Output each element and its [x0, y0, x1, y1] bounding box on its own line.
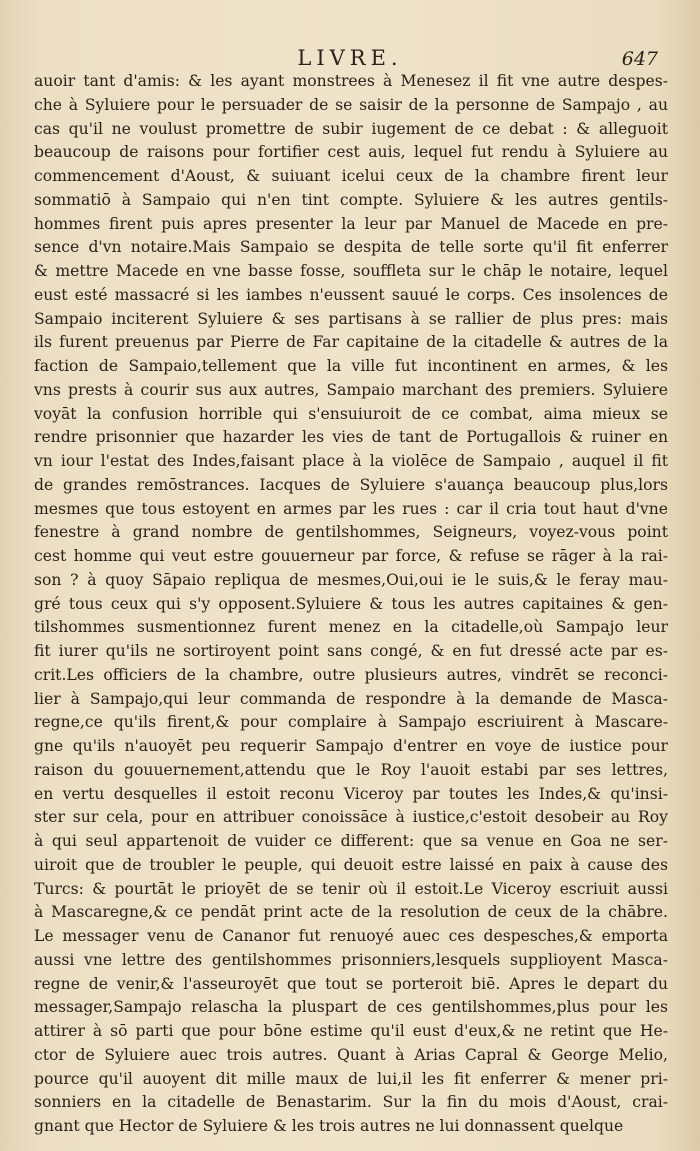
text-line: gnant que Hector de Syluiere & les trois autres ne lui donnassent quelque	[34, 1117, 624, 1135]
text-line: ils furent preuenus par Pierre de Far capitaine de la citadelle & autres de la	[34, 333, 668, 352]
text-line: fit iurer qu'ils ne sortiroyent point sans congé, & en fut dressé acte par es-	[34, 642, 668, 660]
running-head: LIVRE.	[297, 46, 403, 70]
text-line: crit.Les officiers de la chambre, outre plusieurs autres, vindrēt se reconci-	[34, 665, 668, 684]
text-line: messager,Sampajo relascha la pluspart de ces gentilshommes,plus pour les	[34, 998, 668, 1017]
text-line: à Mascaregne,& ce pendāt print acte de la resolution de ceux de la chābre.	[34, 903, 668, 922]
text-line: & mettre Macede en vne basse fosse, souffleta sur le chāp le notaire, lequel	[34, 262, 668, 280]
text-line: attirer à sō parti que pour bōne estime qu'il eust d'eux,& ne retint que He-	[34, 1022, 668, 1040]
text-line: che à Syluiere pour le persuader de se saisir de la personne de Sampajo , au	[34, 95, 668, 114]
body-text	[34, 70, 668, 1139]
text-line: pource qu'il auoyent dit mille maux de lui,il les fit enferrer & mener pri-	[34, 1069, 668, 1088]
text-line: sence d'vn notaire.Mais Sampaio se despita de telle sorte qu'il fit enferrer	[34, 238, 668, 257]
page-number: 647	[621, 48, 658, 70]
text-line: vn iour l'estat des Indes,faisant place à la violēce de Sampaio , auquel il fit	[34, 452, 668, 470]
text-line: auoir tant d'amis: & les ayant monstrees à Menesez il fit vne autre despes-	[34, 72, 668, 90]
text-line: raison du gouuernement,attendu que le Roy l'auoit estabi par ses lettres,	[34, 760, 668, 779]
text-line: rendre prisonnier que hazarder les vies de tant de Portugallois & ruiner en	[34, 428, 668, 447]
text-line: regne,ce qu'ils firent,& pour complaire à Sampajo escriuirent à Mascare-	[34, 713, 668, 732]
text-line: à qui seul appartenoit de vuider ce different: que sa venue en Goa ne ser-	[34, 832, 668, 850]
text-line: en vertu desquelles il estoit reconu Viceroy par toutes les Indes,& qu'insi-	[34, 784, 668, 803]
text-line: lier à Sampajo,qui leur commanda de respondre à la demande de Masca-	[34, 689, 668, 708]
text-line: commencement d'Aoust, & suiuant icelui ceux de la chambre firent leur	[34, 167, 668, 185]
text-line: gne qu'ils n'auoyēt peu requerir Sampajo d'entrer en voye de iustice pour	[34, 737, 668, 755]
text-line: Le messager venu de Cananor fut renuoyé auec ces despesches,& emporta	[34, 927, 668, 945]
text-line: voyāt la confusion horrible qui s'ensuiuroit de ce combat, aima mieux se	[34, 404, 668, 423]
text-line: tilshommes susmentionnez furent menez en la citadelle,où Sampajo leur	[34, 618, 668, 637]
text-line: sonniers en la citadelle de Benastarim. Sur la fin du mois d'Aoust, crai-	[34, 1093, 668, 1112]
text-line: cest homme qui veut estre gouuerneur par force, & refuse se rāger à la rai-	[34, 547, 668, 565]
text-line: ctor de Syluiere auec trois autres. Quant à Arias Capral & George Melio,	[34, 1045, 668, 1064]
text-line: son ? à quoy Sāpaio repliqua de mesmes,Oui,oui ie le suis,& le feray mau-	[34, 570, 668, 589]
text-line: uiroit que de troubler le peuple, qui deuoit estre laissé en paix à cause des	[34, 855, 668, 874]
text-line: fenestre à grand nombre de gentilshommes, Seigneurs, voyez-vous point	[34, 523, 668, 542]
text-line: gré tous ceux qui s'y opposent.Syluiere & tous les autres capitaines & gen-	[34, 594, 668, 613]
text-line: Sampaio inciterent Syluiere & ses partisans à se rallier de plus pres: mais	[34, 309, 668, 328]
text-line: de grandes remōstrances. Iacques de Syluiere s'auança beaucoup plus,lors	[34, 475, 668, 494]
text-line: ster sur cela, pour en attribuer conoissāce à iustice,c'estoit desobeir au Roy	[34, 808, 668, 827]
text-line: mesmes que tous estoyent en armes par les rues : car il cria tout haut d'vne	[34, 499, 668, 518]
text-line: beaucoup de raisons pour fortifier cest auis, lequel fut rendu à Syluiere au	[34, 143, 668, 162]
text-line: aussi vne lettre des gentilshommes prisonniers,lesquels supplioyent Masca-	[34, 950, 668, 969]
text-line: Turcs: & pourtāt le prioyēt de se tenir où il estoit.Le Viceroy escriuit aussi	[34, 879, 668, 898]
text-line: regne de venir,& l'asseuroyēt que tout se porteroit biē. Apres le depart du	[34, 974, 668, 993]
text-line: eust esté massacré si les iambes n'eussent sauué le corps. Ces insolences de	[34, 285, 668, 304]
text-line: cas qu'il ne voulust promettre de subir iugement de ce debat : & alleguoit	[34, 119, 668, 138]
text-line: vns prests à courir sus aux autres, Sampaio marchant des premiers. Syluiere	[34, 380, 668, 399]
text-line: sommatiō à Sampaio qui n'en tint compte. Syluiere & les autres gentils-	[34, 190, 668, 209]
text-line: faction de Sampaio,tellement que la ville fut incontinent en armes, & les	[34, 357, 668, 375]
text-line: hommes firent puis apres presenter la leur par Manuel de Macede en pre-	[34, 214, 668, 233]
